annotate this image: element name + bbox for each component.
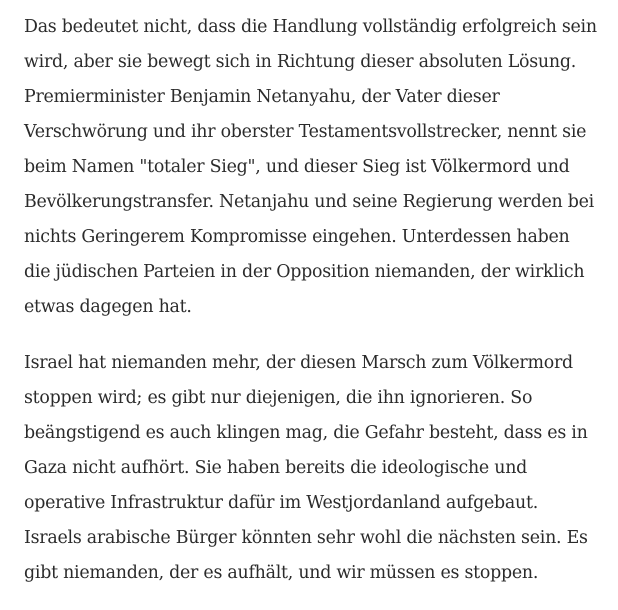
paragraph-line: beim Namen "totaler Sieg", und dieser Sieg ist Völkermord und <box>24 157 570 177</box>
paragraph-line: beängstigend es auch klingen mag, die Gefahr besteht, dass es in <box>24 423 588 443</box>
paragraph-line: stoppen wird; es gibt nur diejenigen, die ihn ignorieren. So <box>24 388 533 408</box>
paragraph-line: nichts Geringerem Kompromisse eingehen. Unterdessen haben <box>24 227 570 247</box>
article-body <box>24 10 614 591</box>
paragraph-line: etwas dagegen hat. <box>24 297 192 317</box>
paragraph-line: Bevölkerungstransfer. Netanjahu und seine Regierung werden bei <box>24 192 594 212</box>
paragraph-line: Verschwörung und ihr oberster Testamentsvollstrecker, nennt sie <box>24 122 587 142</box>
paragraph-line: die jüdischen Parteien in der Opposition niemanden, der wirklich <box>24 262 585 282</box>
paragraph-1 <box>24 10 614 325</box>
paragraph-line: Gaza nicht aufhört. Sie haben bereits die ideologische und <box>24 458 528 478</box>
paragraph-2 <box>24 346 614 591</box>
paragraph-line: Das bedeutet nicht, dass die Handlung vollständig erfolgreich sein <box>24 17 597 37</box>
paragraph-line: operative Infrastruktur dafür im Westjordanland aufgebaut. <box>24 493 538 513</box>
paragraph-line: Israel hat niemanden mehr, der diesen Marsch zum Völkermord <box>24 353 573 373</box>
paragraph-line: gibt niemanden, der es aufhält, und wir müssen es stoppen. <box>24 563 539 583</box>
paragraph-line: Premierminister Benjamin Netanyahu, der Vater dieser <box>24 87 500 107</box>
paragraph-line: Israels arabische Bürger könnten sehr wohl die nächsten sein. Es <box>24 528 588 548</box>
paragraph-line: wird, aber sie bewegt sich in Richtung dieser absoluten Lösung. <box>24 52 576 72</box>
